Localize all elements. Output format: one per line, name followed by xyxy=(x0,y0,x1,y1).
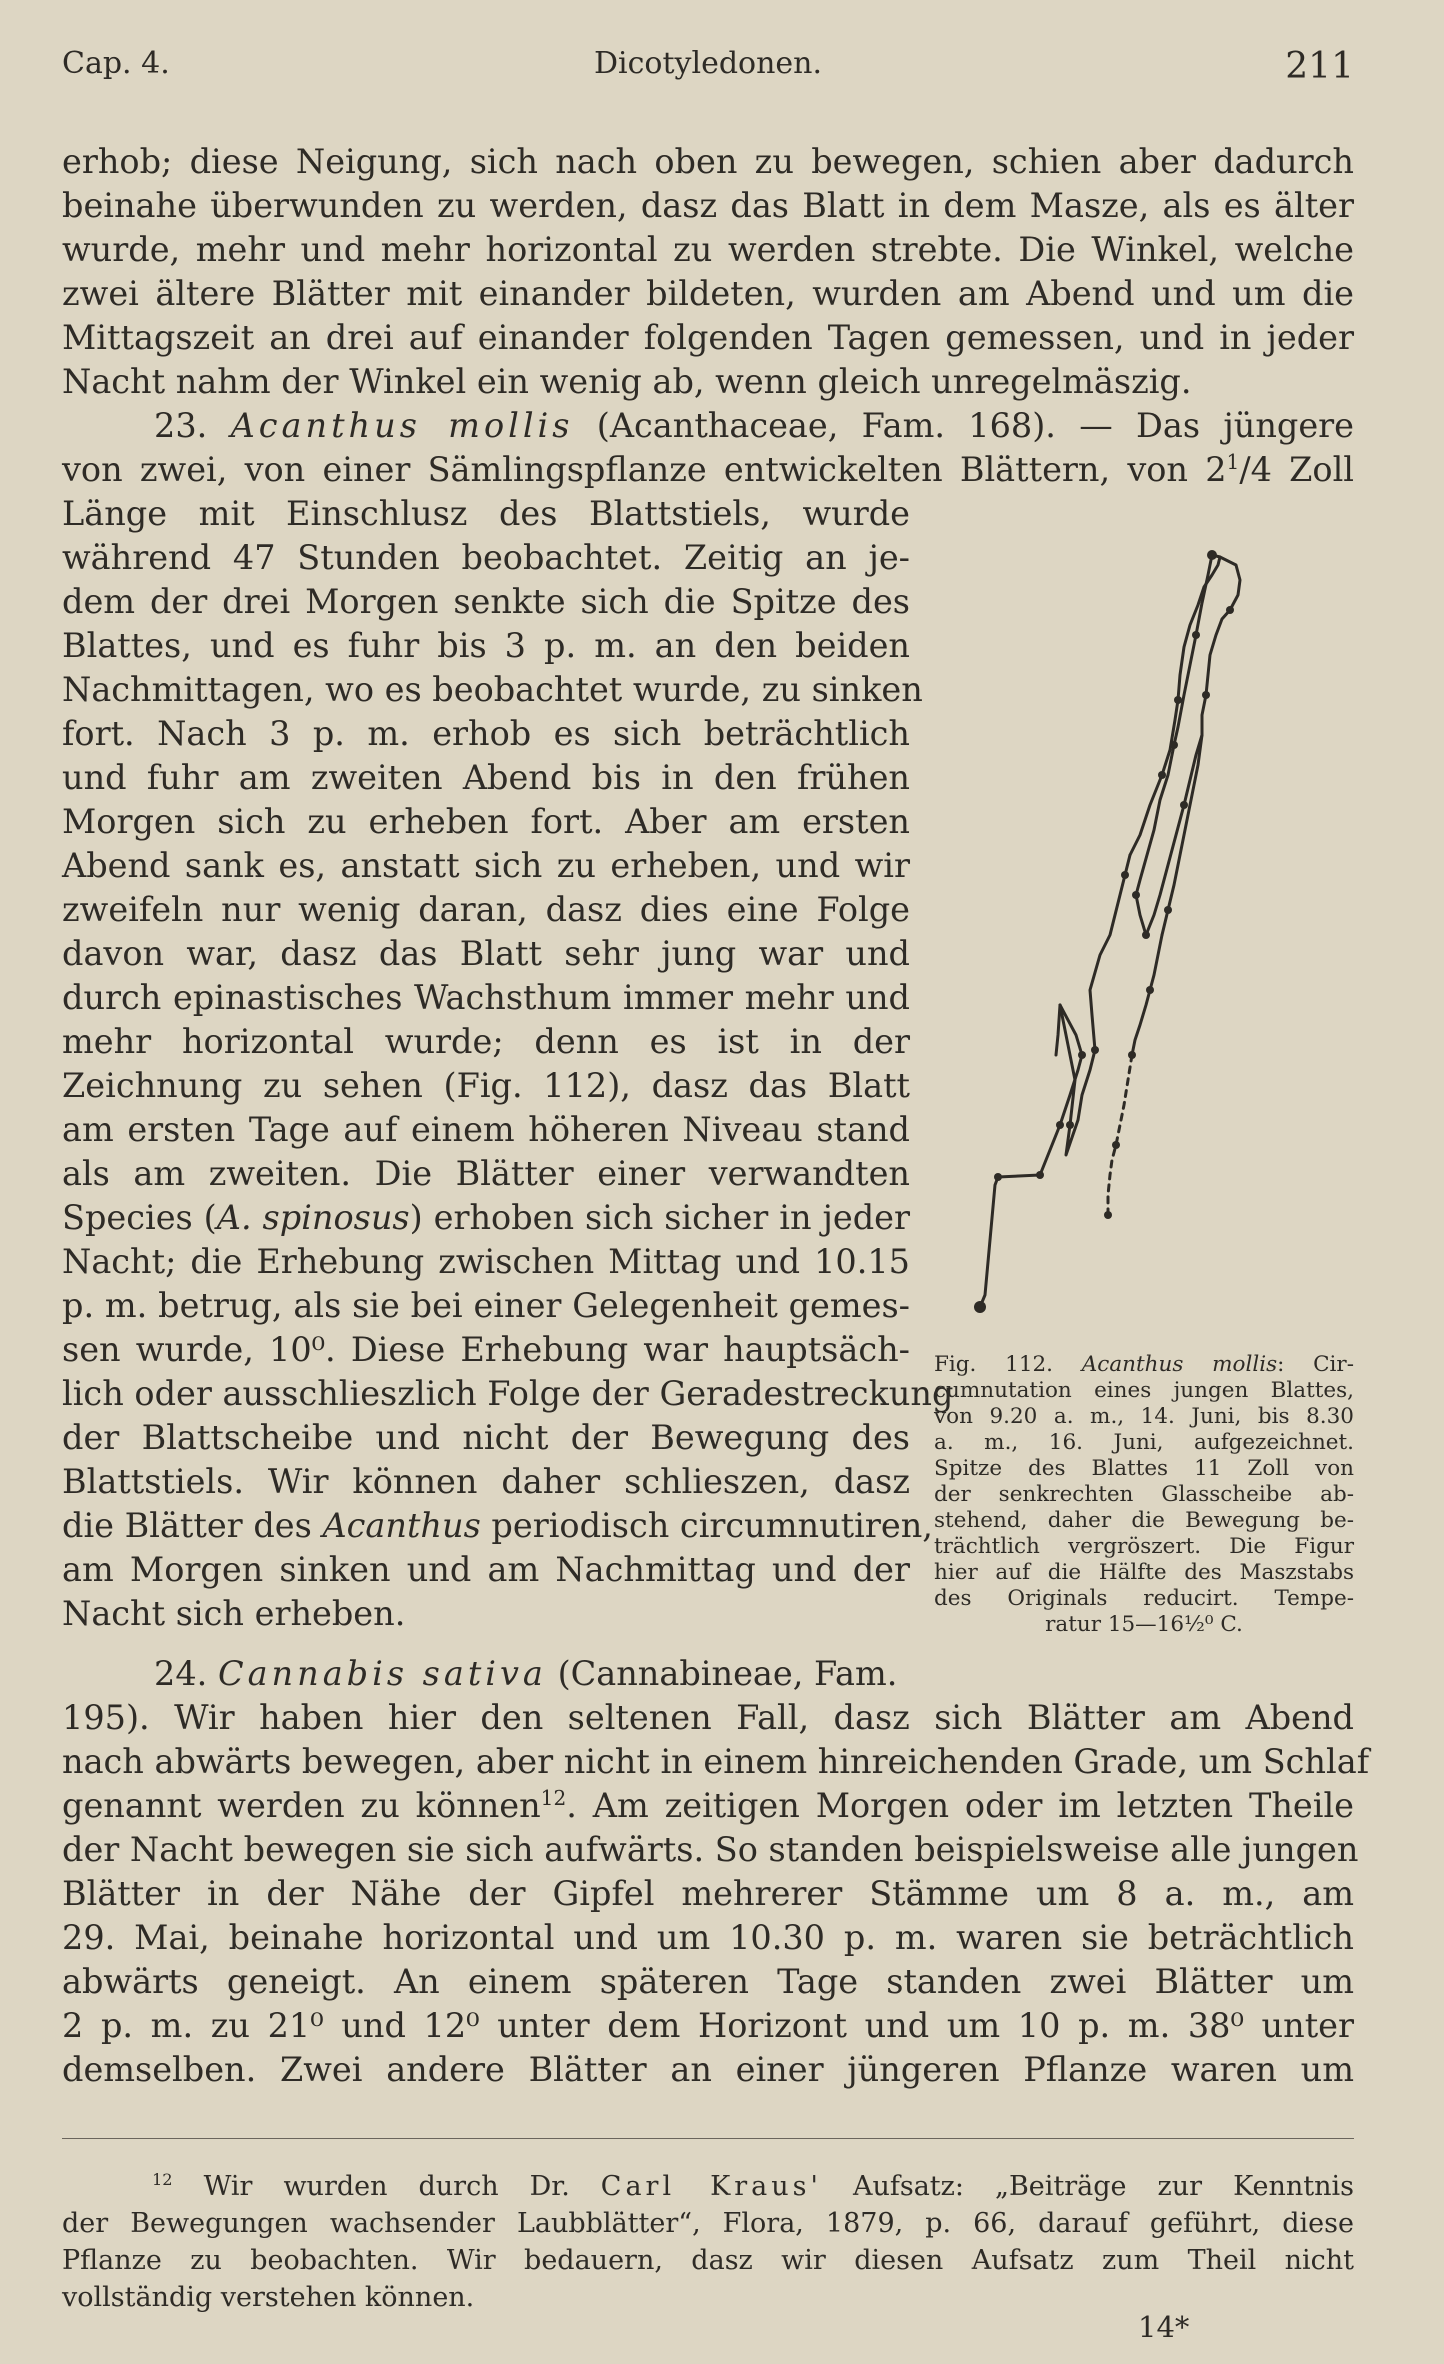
caption-line: Spitze des Blattes 11 Zoll von xyxy=(934,1456,1354,1481)
body-line: als am zweiten. Die Blätter einer verwandten xyxy=(62,1154,910,1193)
section-number: 23. xyxy=(154,406,208,445)
body-line xyxy=(62,1504,933,1548)
body-line: Länge mit Einschlusz des Blattstiels, wurde xyxy=(62,494,910,533)
body-line: Blattstiels. Wir können daher schlieszen, dasz xyxy=(62,1462,910,1501)
section-heading-23 xyxy=(62,404,1354,448)
body-line: zwei ältere Blätter mit einander bildeten, wurden am Abend und um die xyxy=(62,274,1354,313)
body-line: Nacht sich erheben. xyxy=(62,1594,406,1633)
family-text: (Acanthaceae, Fam. 168). — Das jüngere xyxy=(596,406,1354,445)
printer-signature: 14* xyxy=(1138,2310,1190,2344)
line-text: die Blätter des xyxy=(62,1506,323,1545)
body-line: der Nacht bewegen sie sich aufwärts. So standen beispielsweise alle jungen xyxy=(62,1830,1359,1869)
footnote-line: Pflanze zu beobachten. Wir bedauern, dasz wir diesen Aufsatz zum Theil nicht xyxy=(62,2245,1354,2276)
body-line: dem der drei Morgen senkte sich die Spitze des xyxy=(62,582,910,621)
footnote-divider xyxy=(62,2138,1354,2139)
body-line xyxy=(62,448,1354,492)
body-line: Nacht nahm der Winkel ein wenig ab, wenn gleich unregelmäszig. xyxy=(62,362,1192,401)
fraction-denominator: /4 xyxy=(1239,450,1272,489)
caption-line xyxy=(934,1352,1354,1378)
body-line: Nacht; die Erhebung zwischen Mittag und 10.15 xyxy=(62,1242,910,1281)
line-text: von zwei, von einer Sämlingspflanze entwickelten Blättern, von 2 xyxy=(62,450,1227,489)
line-text: periodisch circumnutiren, xyxy=(480,1506,933,1545)
caption-line: von 9.20 a. m., 14. Juni, bis 8.30 xyxy=(934,1404,1354,1429)
body-line: durch epinastisches Wachsthum immer mehr und xyxy=(62,978,910,1017)
caption-line: stehend, daher die Bewegung be- xyxy=(934,1508,1354,1533)
body-line: und fuhr am zweiten Abend bis in den frühen xyxy=(62,758,910,797)
page-number: 211 xyxy=(1285,46,1354,87)
body-line: Blätter in der Nähe der Gipfel mehrerer Stämme um 8 a. m., am xyxy=(62,1874,1354,1913)
body-line: Morgen sich zu erheben fort. Aber am ersten xyxy=(62,802,910,841)
figure-label: Fig. 112. xyxy=(934,1352,1054,1377)
body-line: Nachmittagen, wo es beobachtet wurde, zu sinken xyxy=(62,670,923,709)
line-text: Species ( xyxy=(62,1198,217,1237)
caption-line: ratur 15—16½⁰ C. xyxy=(1045,1612,1243,1637)
footnote-line: der Bewegungen wachsender Laubblätter“, Flora, 1879, p. 66, darauf geführt, diese xyxy=(62,2208,1354,2239)
figure-caption xyxy=(934,1352,1354,1638)
body-line: Abend sank es, anstatt sich zu erheben, und wir xyxy=(62,846,910,885)
footnote-text: Wir wurden durch Dr. xyxy=(203,2171,601,2202)
line-text: ) erhoben sich sicher in jeder xyxy=(409,1198,911,1237)
line-text: genannt werden zu können xyxy=(62,1786,541,1825)
species-name: Cannabis sativa xyxy=(217,1654,547,1693)
caption-line: hier auf die Hälfte des Maszstabs xyxy=(934,1560,1354,1585)
footnote-text: Aufsatz: „Beiträge zur Kenntnis xyxy=(821,2171,1354,2202)
body-line: der Blattscheibe und nicht der Bewegung des xyxy=(62,1418,910,1457)
body-line: p. m. betrug, als sie bei einer Gelegenheit gemes- xyxy=(62,1286,910,1325)
body-line: abwärts geneigt. An einem späteren Tage standen zwei Blätter um xyxy=(62,1962,1354,2001)
caption-text: : Cir- xyxy=(1277,1352,1354,1377)
section-number: 24. xyxy=(154,1654,208,1693)
body-line: am Morgen sinken und am Nachmittag und der xyxy=(62,1550,910,1589)
body-line: mehr horizontal wurde; denn es ist in der xyxy=(62,1022,910,1061)
running-title: Dicotyledonen. xyxy=(593,46,823,81)
body-line: 195). Wir haben hier den seltenen Fall, dasz sich Blätter am Abend xyxy=(62,1698,1354,1737)
body-line: sen wurde, 10⁰. Diese Erhebung war hauptsäch- xyxy=(62,1330,910,1369)
footnote-reference[interactable]: 12 xyxy=(540,1785,567,1810)
caption-species: Acanthus mollis xyxy=(1081,1352,1278,1377)
body-line: fort. Nach 3 p. m. erhob es sich beträchtlich xyxy=(62,714,910,753)
caption-line: des Originals reducirt. Tempe- xyxy=(934,1586,1354,1611)
body-line: 2 p. m. zu 21⁰ und 12⁰ unter dem Horizont und um 10 p. m. 38⁰ unter xyxy=(62,2006,1354,2045)
chapter-label: Cap. 4. xyxy=(62,46,170,81)
caption-line: a. m., 16. Juni, aufgezeichnet. xyxy=(934,1430,1354,1455)
circumnutation-figure xyxy=(940,535,1340,1335)
caption-line: cumnutation eines jungen Blattes, xyxy=(934,1378,1354,1403)
body-line: 29. Mai, beinahe horizontal und um 10.30 p. m. waren sie beträchtlich xyxy=(62,1918,1354,1957)
species-name: A. spinosus xyxy=(216,1198,410,1237)
body-line xyxy=(62,1196,910,1240)
species-name: Acanthus mollis xyxy=(230,406,574,445)
fraction-numerator: 1 xyxy=(1226,449,1240,474)
body-line: erhob; diese Neigung, sich nach oben zu bewegen, schien aber dadurch xyxy=(62,142,1354,181)
running-header xyxy=(62,46,1354,96)
body-line: Zeichnung zu sehen (Fig. 112), dasz das Blatt xyxy=(62,1066,910,1105)
footnote-line: vollständig verstehen können. xyxy=(62,2282,475,2313)
body-line: nach abwärts bewegen, aber nicht in einem hinreichenden Grade, um Schlaf xyxy=(62,1742,1370,1781)
author-name: Carl Kraus' xyxy=(600,2171,822,2202)
section-heading-24 xyxy=(62,1652,910,1696)
body-line: beinahe überwunden zu werden, dasz das Blatt in dem Masze, als es älter xyxy=(62,186,1354,225)
footnote-number: 12 xyxy=(152,2170,173,2189)
body-line xyxy=(62,1784,1354,1828)
line-end: Zoll xyxy=(1271,450,1354,489)
footnote-line xyxy=(62,2168,1354,2205)
line-text: . Am zeitigen Morgen oder im letzten Theile xyxy=(566,1786,1354,1825)
body-line: während 47 Stunden beobachtet. Zeitig an je- xyxy=(62,538,910,577)
body-line: davon war, dasz das Blatt sehr jung war und xyxy=(62,934,910,973)
body-line: lich oder ausschlieszlich Folge der Geradestreckung xyxy=(62,1374,954,1413)
body-line: wurde, mehr und mehr horizontal zu werden strebte. Die Winkel, welche xyxy=(62,230,1354,269)
genus-name: Acanthus xyxy=(322,1506,481,1545)
body-line: am ersten Tage auf einem höheren Niveau stand xyxy=(62,1110,910,1149)
caption-line: der senkrechten Glasscheibe ab- xyxy=(934,1482,1354,1507)
body-line: Blattes, und es fuhr bis 3 p. m. an den beiden xyxy=(62,626,910,665)
caption-line: trächtlich vergröszert. Die Figur xyxy=(934,1534,1354,1559)
body-line: zweifeln nur wenig daran, dasz dies eine Folge xyxy=(62,890,910,929)
body-line: demselben. Zwei andere Blätter an einer jüngeren Pflanze waren um xyxy=(62,2050,1354,2089)
body-line: Mittagszeit an drei auf einander folgenden Tagen gemessen, und in jeder xyxy=(62,318,1354,357)
family-text: (Cannabineae, Fam. xyxy=(557,1654,898,1693)
